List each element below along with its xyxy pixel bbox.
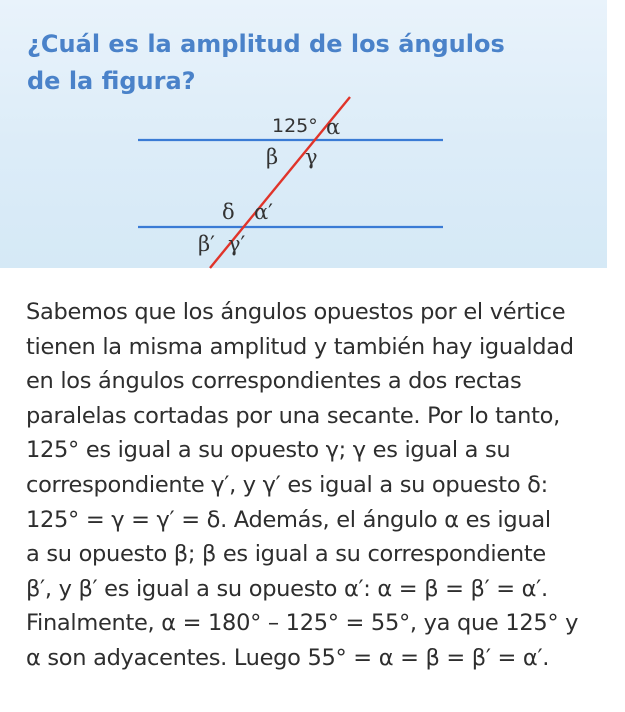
angle-label-125: 125° xyxy=(272,115,318,137)
text-line: paralelas cortadas por una secante. Por lo tanto, xyxy=(26,402,560,429)
angle-label-gamma: γ xyxy=(305,145,318,169)
title-line-1: ¿Cuál es la amplitud de los ángulos xyxy=(27,30,505,58)
text-line: α son adyacentes. Luego 55° = α = β = β′ = α′. xyxy=(26,644,550,671)
parallel-lines-figure xyxy=(0,0,625,280)
angle-label-alpha: α xyxy=(326,115,341,139)
title-line-2: de la figura? xyxy=(27,67,196,95)
text-line: 125° = γ = γ′ = δ. Además, el ángulo α es igual xyxy=(26,506,551,533)
text-line: 125° es igual a su opuesto γ; γ es igual a su xyxy=(26,437,511,464)
text-line: correspondiente γ′, y γ′ es igual a su opuesto δ: xyxy=(26,471,548,498)
angle-label-beta-prime: β′ xyxy=(198,232,215,256)
text-line: β′, y β′ es igual a su opuesto α′: α = β = β′ = α′. xyxy=(26,575,548,602)
text-line: Sabemos que los ángulos opuestos por el vértice xyxy=(26,299,566,325)
text-line: tienen la misma amplitud y también hay igualdad xyxy=(26,333,574,360)
text-line: Finalmente, α = 180° – 125° = 55°, ya que 125° y xyxy=(26,610,579,637)
explanation-text xyxy=(26,295,616,676)
angle-label-beta: β xyxy=(266,145,279,169)
angle-label-alpha-prime: α′ xyxy=(254,200,273,224)
angle-label-delta: δ xyxy=(222,200,235,224)
text-line: a su opuesto β; β es igual a su correspondiente xyxy=(26,541,546,568)
angle-label-gamma-prime: γ′ xyxy=(228,232,246,256)
text-line: en los ángulos correspondientes a dos rectas xyxy=(26,368,522,395)
